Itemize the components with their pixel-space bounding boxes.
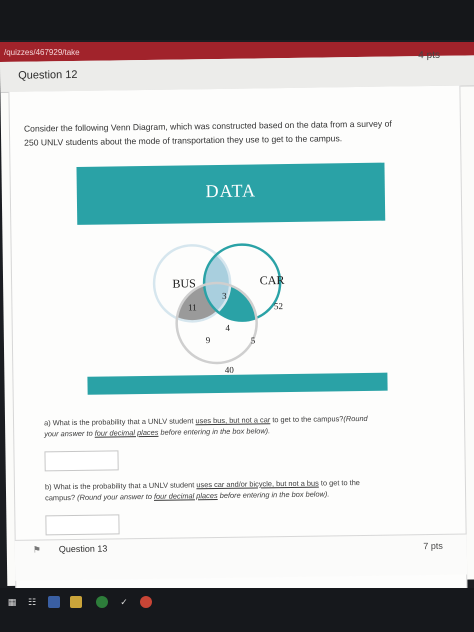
bus-label: BUS bbox=[172, 276, 196, 291]
question-13-header bbox=[15, 534, 468, 581]
venn-title: DATA bbox=[205, 180, 257, 202]
flag-icon[interactable]: ⚑ bbox=[32, 544, 41, 555]
car-bicycle-value: 5 bbox=[250, 335, 256, 346]
taskbar bbox=[0, 588, 474, 632]
bicycle-only-value: 40 bbox=[224, 364, 234, 375]
xbox-icon[interactable] bbox=[96, 596, 108, 608]
part-a-italic-end: before entering in the box below). bbox=[158, 426, 271, 437]
folder-icon[interactable] bbox=[70, 596, 82, 608]
part-b-mid: to get to the bbox=[318, 478, 360, 488]
screen-bezel bbox=[0, 0, 474, 40]
venn-diagram bbox=[76, 163, 387, 393]
part-b-question bbox=[45, 476, 441, 504]
part-b-emphasis: uses car and/or bicycle, but not a bus bbox=[196, 478, 319, 490]
question-13-title: Question 13 bbox=[58, 543, 108, 555]
part-a-round: (Round bbox=[343, 413, 368, 424]
part-b-italic: (Round your answer to bbox=[77, 491, 155, 502]
venn-footer-bar bbox=[87, 373, 387, 395]
answer-box-a[interactable] bbox=[44, 450, 118, 471]
windows-icon[interactable]: ▦ bbox=[7, 597, 17, 607]
part-a-emphasis: uses bus, but not a car bbox=[195, 415, 271, 426]
part-a-lead: a) What is the probability that a UNLV student bbox=[43, 416, 196, 428]
bus-only-value: 11 bbox=[188, 302, 197, 313]
question-12-prompt bbox=[24, 116, 434, 150]
part-b-lead: b) What is the probability that a UNLV student bbox=[44, 480, 197, 492]
question-12-title: Question 12 bbox=[18, 68, 78, 82]
bus-bicycle-value: 9 bbox=[205, 335, 211, 346]
venn-diagram-panel bbox=[76, 163, 387, 393]
part-b-italic-end: before entering in the box below). bbox=[217, 489, 330, 501]
all-three-value: 4 bbox=[225, 322, 231, 333]
prompt-line-1: Consider the following Venn Diagram, which was constructed based on the data from a survey of bbox=[23, 118, 392, 134]
store-icon[interactable] bbox=[48, 596, 60, 608]
part-a-question bbox=[44, 412, 440, 440]
bus-car-value: 3 bbox=[221, 290, 227, 301]
part-a-decimal: four decimal places bbox=[94, 427, 159, 438]
part-b-line2: campus? bbox=[45, 492, 78, 503]
answer-box-b[interactable] bbox=[45, 514, 119, 535]
check-icon[interactable]: ✓ bbox=[120, 597, 128, 607]
url-text: /quizzes/467929/take bbox=[4, 48, 80, 57]
part-a-mid: to get to the campus? bbox=[270, 414, 344, 425]
chrome-icon[interactable] bbox=[140, 596, 152, 608]
prompt-line-2: 250 UNLV students about the mode of transportation they use to get to the campus. bbox=[24, 133, 343, 148]
part-b-decimal: four decimal places bbox=[153, 491, 218, 501]
question-12-points: 4 pts bbox=[418, 49, 441, 62]
car-label: CAR bbox=[259, 273, 285, 288]
apps-icon[interactable]: ☷ bbox=[27, 597, 37, 607]
part-a-italic: your answer to bbox=[44, 428, 95, 439]
question-13-points: 7 pts bbox=[423, 540, 443, 552]
car-only-value: 52 bbox=[273, 301, 284, 312]
